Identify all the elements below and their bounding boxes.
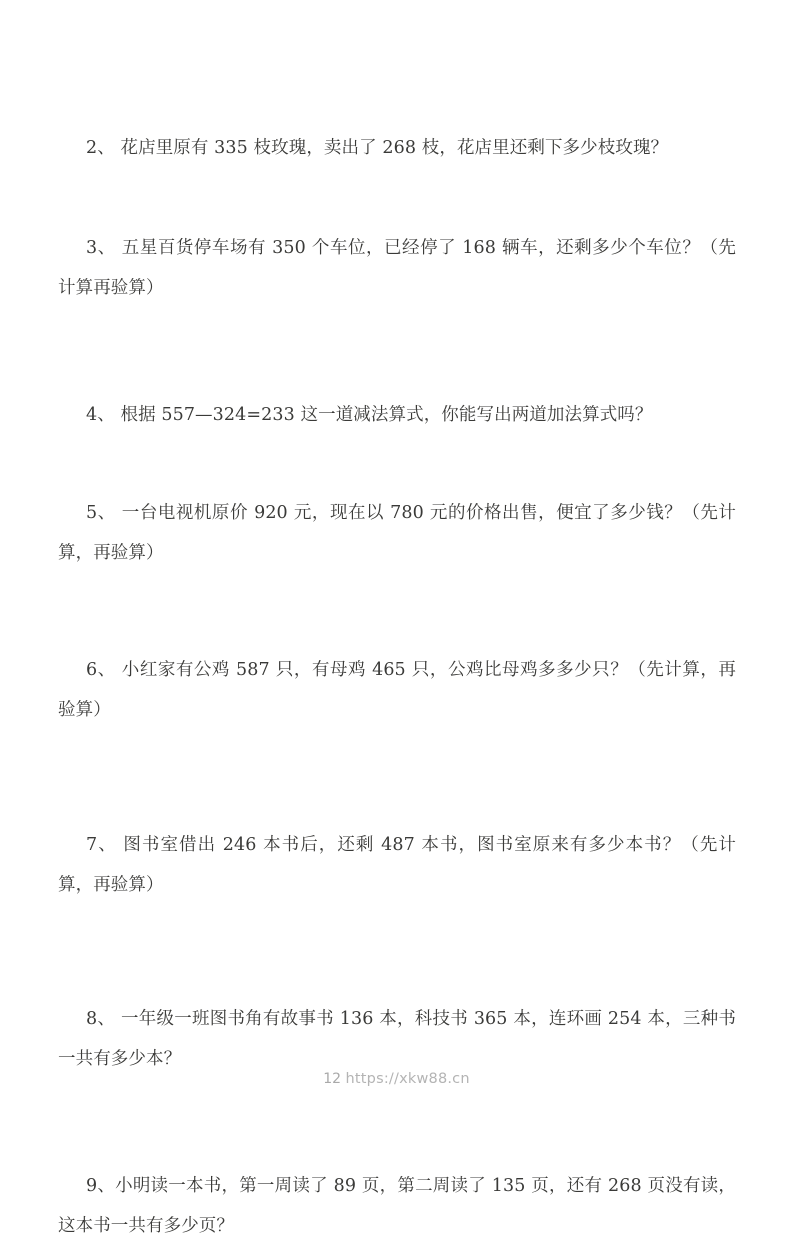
problem-item-7: 7、 图书室借出 246 本书后，还剩 487 本书，图书室原来有多少本书？（先计算，再验算） [58, 835, 736, 895]
watermark-url: https://xkw88.cn [345, 1071, 470, 1087]
problem-item-9: 9、小明读一本书，第一周读了 89 页，第二周读了 135 页，还有 268 页没有读，这本书一共有多少页？ [58, 1176, 736, 1236]
problem-item-6: 6、 小红家有公鸡 587 只，有母鸡 465 只，公鸡比母鸡多多少只？（先计算，再验算） [58, 660, 736, 720]
problem-item-2: 2、 花店里原有 335 枝玫瑰，卖出了 268 枝，花店里还剩下多少枝玫瑰？ [86, 138, 669, 158]
page-footer [0, 1068, 793, 1087]
page-number: 12 [323, 1071, 342, 1087]
problem-item-4: 4、 根据 557—324=233 这一道减法算式，你能写出两道加法算式吗？ [86, 405, 653, 425]
problem-item-3: 3、 五星百货停车场有 350 个车位，已经停了 168 辆车，还剩多少个车位？（先计算再验算） [58, 238, 736, 298]
problem-item-5: 5、 一台电视机原价 920 元，现在以 780 元的价格出售，便宜了多少钱？（先计算，再验算） [58, 503, 736, 563]
problem-item-8: 8、 一年级一班图书角有故事书 136 本，科技书 365 本，连环画 254 本，三种书一共有多少本？ [58, 1009, 736, 1069]
